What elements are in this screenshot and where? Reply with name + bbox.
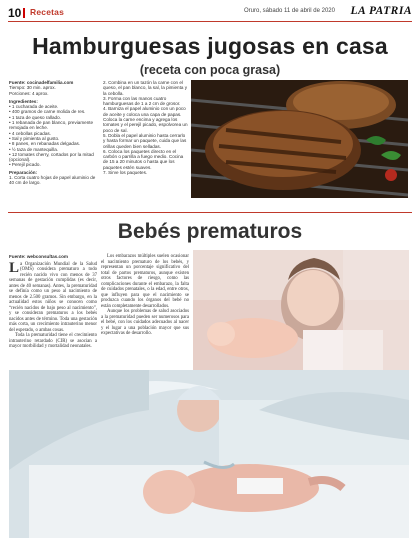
article-source: Fuente: webconsultas.com	[9, 254, 68, 259]
prep-step: 4. Barniza el papel aluminio con un poco de aceite y coloca una capa de papas. Coloca la carne encima y agrega los tomates y el perejil picado, espolvorea un poco de sal.	[103, 106, 188, 133]
prep-step: 5. Dobla el papel aluminio hasta cerrarlo y hasta formar un paquete, cuida que las orillas queden bien selladas.	[103, 132, 187, 149]
ingredient-item: • 4 cebollas picadas.	[9, 130, 51, 136]
ingredient-item: • 1 rebanada de pan blanco, previamente remojada en leche.	[9, 120, 94, 131]
prep-step: 6. Coloca los paquetes directo en el carbón o parrilla a fuego medio. Cocina de 15 a 20 minutos o hasta que los paquetes estén suaves.	[103, 148, 184, 170]
ingredient-item: • 12 tomates cherry, cortados por la mitad (opcional).	[9, 151, 94, 163]
prep-step: 2. Combina en un tazón la carne con el queso, el pan blanco, la sal, la pimienta y la cebolla.	[103, 80, 188, 96]
article-column-2	[101, 254, 189, 337]
ingredient-item: • Sal y pimienta al gusto.	[9, 135, 60, 141]
recipe-portions: Porciones: 4 aprox.	[9, 90, 49, 96]
recipe-time: Tiempo: 30 min. aprox.	[9, 85, 56, 91]
section-label: Recetas	[30, 7, 65, 17]
recipe-column-2	[103, 80, 188, 175]
recipe-title: Hamburguesas jugosas en casa	[32, 33, 388, 59]
ingredient-item: • 1 cucharada de aceite.	[9, 104, 59, 110]
newborn-incubator-photo	[9, 370, 409, 538]
ingredient-item: • ½ taza de mantequilla.	[9, 146, 59, 152]
recipe-source: Fuente: cocinadelfamilia.com	[9, 80, 74, 85]
article-paragraph: Toda la prematuridad tiene el crecimiento intrauterino retardado (CIR) se asocian a mayor morbilidad y mortalidad neonatales.	[9, 333, 97, 349]
article-paragraph: Los embarazos múltiples suelen ocasionar el nacimiento prematuro de los bebés, y representan un porcentaje significativo del total de partos prematuros, aunque existen otros factores de riesgo, como las complicaciones durante el embarazo, la falta de cuidados prenatales, o la edad, entre otros, que influyen para que el nacimiento se produzca cuando los órganos del bebé no están completamente desarrollados.	[101, 254, 189, 309]
article-paragraph: Aunque los problemas de salud asociados a la prematuridad pueden ser numerosos para el bebé, con los cuidados adecuados al nacer y el lugar a una población mayor que sus expectativas de desarrollo.	[101, 309, 189, 336]
ingredient-item: • 1 taza de queso rallado.	[9, 114, 61, 120]
prep-step: 7. Sirve los paquetes.	[103, 170, 148, 176]
article-paragraph: La Organización Mundial de la Salud (OMS) considera prematuro a todo recién nacido vivo con menos de 37 semanas de gestación cumplidas (es decir, antes de 40 semanas). Antes, la prematuridad se definía como un peso al nacimiento de menos de 2.500 gramos. Sin embargo, en la actualidad estos niños se conocen como “recién nacidos de bajo peso al nacimiento”, y se consideran prematuros a los bebés nacidos antes de término. Toda una gestación más corta, un crecimiento intrauterino menor del esperado, o ambas cosas.	[9, 259, 97, 333]
grilled-burger-photo	[191, 80, 408, 198]
page-number: 10	[8, 6, 25, 20]
article-title: Bebés prematuros	[117, 220, 303, 243]
recipe-subtitle: (receta con poca grasa)	[139, 63, 281, 77]
article-rule	[8, 212, 412, 213]
ingredient-item: • 400 gramos de carne molida de res.	[9, 109, 86, 115]
prep-label: Preparación:	[9, 169, 38, 175]
article-column-1	[9, 254, 97, 350]
page-header	[8, 6, 412, 20]
nurse-with-baby-photo	[193, 250, 409, 370]
recipe-column-1	[9, 80, 101, 186]
header-rule	[8, 21, 412, 22]
drop-cap: L	[9, 259, 20, 276]
dateline: Oruro, sábado 11 de abril de 2020	[244, 8, 335, 14]
prep-step: 3. Forma con las manos cuatro hamburguesas de 1 a 2 cm de grosor.	[103, 95, 181, 107]
ingredient-item: • 8 panes, en rebanadas delgadas.	[9, 141, 81, 147]
newspaper-name: LA PATRIA	[350, 5, 412, 17]
ingredient-item: • Perejil picado.	[9, 162, 41, 168]
prep-step: 1. Corta cuatro hojas de papel aluminio de 40 cm de largo.	[9, 175, 96, 186]
ingredients-label: Ingredientes:	[9, 98, 38, 104]
